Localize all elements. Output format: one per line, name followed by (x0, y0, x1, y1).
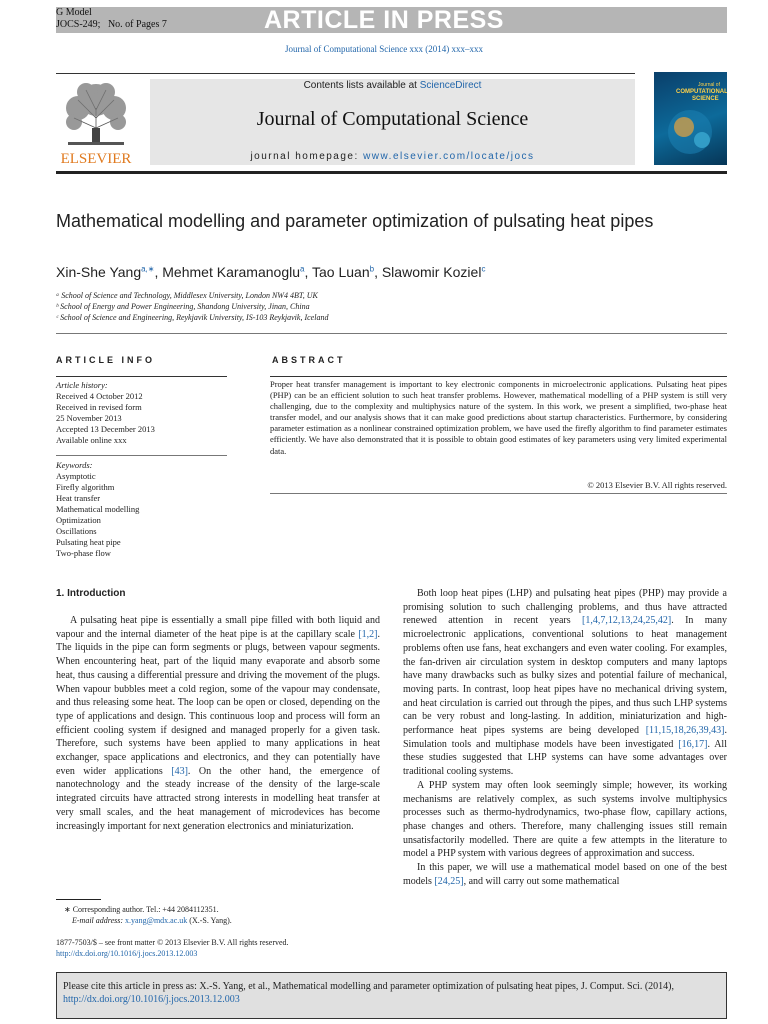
body-column-left (56, 614, 380, 833)
body-column-right (403, 587, 727, 888)
cover-title-3: SCIENCE (692, 96, 719, 102)
elsevier-tree-icon (56, 78, 136, 166)
keyword: Firefly algorithm (56, 482, 115, 492)
abstract-bottom-rule (270, 493, 727, 494)
abstract-heading: ABSTRACT (272, 355, 346, 365)
author-affiliation-mark[interactable]: a (300, 264, 305, 274)
paragraph: In this paper, we will use a mathematical model based on one of the best models [24,25], and will carry out some mathematical (403, 862, 727, 887)
paragraph: Both loop heat pipes (LHP) and pulsating heat pipes (PHP) may provide a promising solution to such challenging problems, and thus have attracted renewed attention in recent years [1,4,7,12,13,24,25,42]. In many microelectronic applications, conventional solutions to heat management problems often use fans, heat exchangers and even water cooling. For examples, the fan-driven air circulation system in desktop computers and many laptops have many drawbacks such as bulky sizes and potential failure of mechanical, moving parts. In contrast, loop heat pipes have no mechanical driving system, and heat circulation is carried out through the pipes, and thus such LHP systems can be very robust and long-lasting. In addition, miniaturization and high-performance heat pipes systems are being developed [11,15,18,26,39,43]. Simulation tools and multiphase models have been investigated [16,17]. All these studies suggested that LHP systems can have some advantages over traditional cooling systems. (403, 588, 727, 778)
citation-body: Please cite this article in press as: X.-S. Yang, et al., Mathematical modelling and parameter optimization of pulsating heat pipes, J. Comput. Sci. (2014), (63, 981, 674, 992)
affiliation-a: ᵃ School of Science and Technology, Middlesex University, London NW4 4BT, UK (56, 291, 318, 300)
cover-art (654, 72, 727, 165)
citation-link[interactable]: [1,4,7,12,13,24,25,42] (582, 615, 672, 627)
citation-link[interactable]: [1,2] (358, 628, 378, 640)
footnote-rule (56, 899, 101, 900)
journal-title: Journal of Computational Science (256, 108, 529, 130)
author-affiliation-mark[interactable]: a,∗ (141, 264, 155, 274)
author-email-link[interactable]: x.yang@mdx.ac.uk (125, 916, 188, 925)
citation-doi-link[interactable]: http://dx.doi.org/10.1016/j.jocs.2013.12.003 (63, 994, 240, 1005)
paragraph: A pulsating heat pipe is essentially a small pipe filled with both liquid and vapour and the internal diameter of the heat pipe is at the capillary scale [1,2]. The liquids in the pipe can form segments or plugs, between vapour segments. When encountering heat, part of the liquid many evaporate and absorb some heat, thus causing a differential pressure and driving the movement of the plugs. When vapour bubbles meet a cold region, some of the vapour may condensate, and thus releasing some heat. The loop can be open or closed, depending on the type of applications and design. This continuous loop and process will form an efficient cooling system if designed and managed properly for a given task. Therefore, such systems have been applied to many applications in heat exchanger, space applications and electronics, and they can potentially have even wider applications [43]. On the other hand, the emergence of nanotechnology and the steady increase of the density of the large-scale integrated circuits have attracted strong interests in modelling heat transfer at very small scales, and the heat management of microdevices has become increasingly important for next generation electronics and miniaturization. (56, 615, 380, 832)
history-item: Available online xxx (56, 435, 127, 445)
keyword: Pulsating heat pipe (56, 537, 121, 547)
contents-prefix: Contents lists available at (303, 80, 420, 91)
author-affiliation-mark[interactable]: c (481, 264, 486, 274)
title-separator (56, 333, 727, 334)
keyword: Mathematical modelling (56, 504, 140, 514)
affiliation-b: ᵇ School of Energy and Power Engineering, Shandong University, Jinan, China (56, 302, 310, 311)
history-item: Accepted 13 December 2013 (56, 424, 155, 434)
citation-link[interactable]: [43] (171, 765, 188, 777)
footnote (56, 904, 380, 926)
citation-text (63, 980, 723, 1006)
author-name: Slawomir Koziel (381, 264, 482, 280)
paragraph: A PHP system may often look seemingly simple; however, its working mechanisms are relatively complex, as such systems involve multiphysics processes such as thermo-hydrodynamics, two-phase flow, capillary actions, phase changes and others. Therefore, many challenging issues still remain unsatisfactorily modelled. There are quite a few attempts in the literature to model a PHP system with various degrees of approximation and success. (403, 779, 727, 860)
article-history (56, 380, 228, 446)
keywords-label: Keywords: (56, 460, 93, 470)
keyword: Heat transfer (56, 493, 101, 503)
email-label: E-mail address: (72, 916, 124, 925)
page-count: No. of Pages 7 (107, 19, 167, 30)
author-list: Xin-She Yang$^{a,∗}$, Mehmet Karamanoglu$^a$, Tao Luan$^b$, Slawomir Koziel$^c$ (56, 264, 486, 280)
header-bottom-rule (56, 171, 727, 174)
citation-link[interactable]: [24,25] (434, 875, 464, 887)
paper-title: Mathematical modelling and parameter optimization of pulsating heat pipes (56, 211, 654, 231)
abstract-rule (270, 376, 727, 377)
keywords-list (56, 460, 228, 559)
corresponding-author: ∗ Corresponding author. Tel.: +44 2084112351. (64, 905, 219, 914)
issn-block (56, 937, 456, 959)
journal-reference: Journal of Computational Science xxx (2014) xxx–xxx (285, 44, 483, 54)
article-info-rule (56, 376, 227, 377)
gmodel-label: G Model (56, 7, 92, 18)
sciencedirect-link[interactable]: ScienceDirect (419, 80, 482, 91)
journal-cover-image (654, 72, 727, 165)
author-name: Xin-She Yang (56, 264, 142, 280)
author-name: Mehmet Karamanoglu (162, 264, 301, 280)
citation-link[interactable]: [16,17] (678, 738, 708, 750)
header-top-rule (56, 73, 635, 74)
cover-title-1: Journal of (698, 82, 720, 88)
affiliation-c: ᶜ School of Science and Engineering, Reykjavik University, IS-103 Reykjavik, Iceland (56, 313, 329, 322)
keyword: Two-phase flow (56, 548, 111, 558)
history-item: Received in revised form (56, 402, 142, 412)
journal-homepage (150, 151, 635, 162)
contents-line (150, 80, 635, 91)
cover-title-2: COMPUTATIONAL (676, 89, 727, 95)
issn-line: 1877-7503/$ – see front matter © 2013 Elsevier B.V. All rights reserved. (56, 938, 289, 947)
elsevier-logo (56, 78, 136, 166)
author-affiliation-mark[interactable]: b (369, 264, 375, 274)
keyword: Oscillations (56, 526, 97, 536)
keyword: Optimization (56, 515, 101, 525)
history-item: 25 November 2013 (56, 413, 122, 423)
keywords-rule (56, 455, 227, 456)
article-in-press-label: ARTICLE IN PRESS (264, 6, 504, 34)
history-label: Article history: (56, 380, 108, 390)
email-suffix: (X.-S. Yang). (187, 916, 232, 925)
history-item: Received 4 October 2012 (56, 391, 143, 401)
abstract-text: Proper heat transfer management is important to key electronic components in microelectronic applications. Pulsating heat pipes (PHP) can be an efficient solution to such heat transfer problems. However, mathematical modelling of a PHP system is still very challenging, due to the complexity and multiphysics nature of the system. In this work, we present a simplified, two-phase heat transfer model, and our analysis shows that it can make good predictions about startup characteristics. Furthermore, by considering parameter estimation as a nonlinear constrained optimization problem, we have used the firefly algorithm to find parameter estimates efficiently. We have also demonstrated that it is possible to obtain good estimates of key parameters using very limited experimental data. (270, 379, 727, 456)
keyword: Asymptotic (56, 471, 96, 481)
section-heading: 1. Introduction (56, 588, 126, 599)
doi-link[interactable]: http://dx.doi.org/10.1016/j.jocs.2013.12.003 (56, 949, 198, 958)
homepage-link[interactable]: www.elsevier.com/locate/jocs (363, 151, 535, 162)
doc-id: JOCS-249; (56, 19, 101, 30)
article-info-heading: ARTICLE INFO (56, 355, 155, 365)
publisher-name: ELSEVIER (60, 151, 132, 166)
author-name: Tao Luan (312, 264, 370, 280)
citation-link[interactable]: [11,15,18,26,39,43] (645, 725, 725, 737)
copyright-line: © 2013 Elsevier B.V. All rights reserved. (587, 480, 727, 490)
homepage-prefix: journal homepage: (250, 151, 364, 162)
